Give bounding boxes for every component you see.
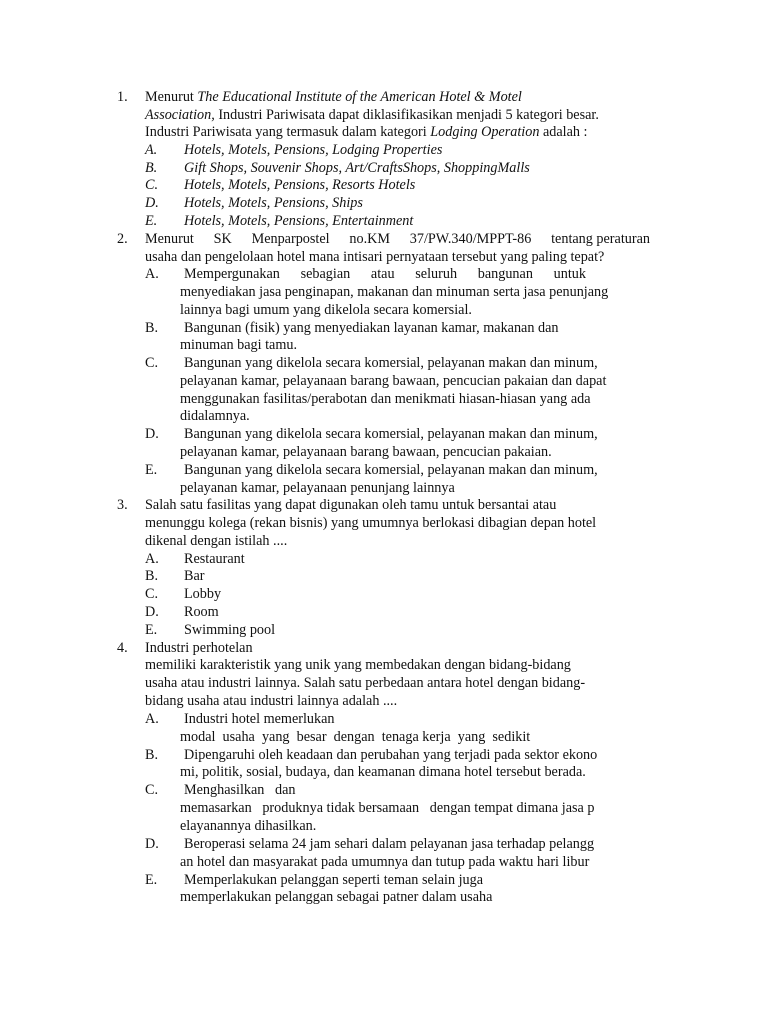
option-letter: C. — [145, 782, 159, 798]
option-continuation: elayanannya dihasilkan. — [180, 818, 317, 834]
option-continuation: lainnya bagi umum yang dikelola secara komersial. — [180, 302, 472, 318]
question-number: 2. — [117, 231, 128, 247]
option-continuation: menggunakan fasilitas/perabotan dan menikmati hiasan-hiasan yang ada — [180, 391, 591, 407]
question-stem-line: usaha dan pengelolaan hotel mana intisari pernyataan tersebut yang paling tepat? — [145, 249, 605, 265]
option-letter: A. — [145, 711, 159, 727]
option-continuation: memasarkan produknya tidak bersamaan dengan tempat dimana jasa p — [180, 800, 595, 816]
option-letter: C. — [145, 177, 159, 193]
stem-word: Menurut — [145, 231, 194, 247]
question-stem-line — [145, 231, 650, 249]
option-word: Mempergunakan — [184, 266, 280, 282]
question-stem-line — [145, 124, 587, 142]
option-text: Gift Shops, Souvenir Shops, Art/CraftsShops, ShoppingMalls — [184, 160, 530, 176]
option-word: atau — [370, 266, 395, 282]
question-stem-line: memiliki karakteristik yang unik yang membedakan dengan bidang-bidang — [145, 657, 571, 673]
option-letter: D. — [145, 604, 159, 620]
option-text: Hotels, Motels, Pensions, Lodging Properties — [184, 142, 443, 158]
question-number: 3. — [117, 497, 128, 513]
question-stem-line: dikenal dengan istilah .... — [145, 533, 288, 549]
option-word: untuk — [553, 266, 586, 282]
question-stem-line: Salah satu fasilitas yang dapat digunakan oleh tamu untuk bersantai atau — [145, 497, 557, 513]
option-letter: A. — [145, 551, 159, 567]
option-text: Bangunan yang dikelola secara komersial, pelayanan makan dan minum, — [184, 355, 598, 371]
option-word: sebagian — [300, 266, 351, 282]
option-continuation: memperlakukan pelanggan sebagai patner dalam usaha — [180, 889, 493, 905]
option-text: Beroperasi selama 24 jam sehari dalam pelayanan jasa terhadap pelangg — [184, 836, 595, 852]
option-letter: A. — [145, 142, 158, 158]
option-text: Bangunan (fisik) yang menyediakan layanan kamar, makanan dan — [184, 320, 559, 336]
stem-text: Industri Pariwisata dapat diklasifikasikan menjadi 5 kategori besar. — [214, 107, 599, 123]
option-continuation: mi, politik, sosial, budaya, dan keamanan dimana hotel tersebut berada. — [180, 764, 586, 780]
question-stem-line: bidang usaha atau industri lainnya adalah .... — [145, 693, 398, 709]
question-stem-line: Industri perhotelan — [145, 640, 253, 656]
option-text: Hotels, Motels, Pensions, Entertainment — [184, 213, 414, 229]
option-text: Bar — [184, 568, 205, 584]
option-text: Bangunan yang dikelola secara komersial, pelayanan makan dan minum, — [184, 462, 598, 478]
option-letter: E. — [145, 622, 158, 638]
stem-word: tentang peraturan — [551, 231, 650, 247]
option-word: seluruh — [415, 266, 458, 282]
option-letter: C. — [145, 355, 159, 371]
stem-word: Menparpostel — [251, 231, 330, 247]
stem-italic-text: Association, — [145, 107, 215, 123]
option-continuation: minuman bagi tamu. — [180, 337, 298, 353]
option-continuation: an hotel dan masyarakat pada umumnya dan tutup pada waktu hari libur — [180, 854, 590, 870]
stem-word: 37/PW.340/MPPT-86 — [409, 231, 532, 247]
option-text: Memperlakukan pelanggan seperti teman selain juga — [184, 872, 484, 888]
option-letter: D. — [145, 836, 159, 852]
option-letter: B. — [145, 320, 159, 336]
option-text: Lobby — [184, 586, 222, 602]
stem-text: Menurut — [145, 89, 198, 105]
option-letter: E. — [145, 462, 158, 478]
question-number: 1. — [117, 89, 128, 105]
option-letter: A. — [145, 266, 159, 282]
option-text: Industri hotel memerlukan — [184, 711, 335, 727]
option-letter: B. — [145, 747, 159, 763]
option-letter: B. — [145, 160, 158, 176]
option-text: Swimming pool — [184, 622, 276, 638]
option-letter: C. — [145, 586, 159, 602]
option-text: Hotels, Motels, Pensions, Ships — [184, 195, 363, 211]
option-continuation: pelayanan kamar, pelayanaan penunjang lainnya — [180, 480, 455, 496]
question-stem-line: usaha atau industri lainnya. Salah satu perbedaan antara hotel dengan bidang- — [145, 675, 586, 691]
option-continuation: modal usaha yang besar dengan tenaga kerja yang sedikit — [180, 729, 531, 745]
stem-text: adalah : — [539, 124, 588, 140]
option-continuation: pelayanan kamar, pelayanaan barang bawaan, pencucian pakaian. — [180, 444, 552, 460]
option-word: bangunan — [477, 266, 533, 282]
option-text: Hotels, Motels, Pensions, Resorts Hotels — [184, 177, 416, 193]
option-letter: B. — [145, 568, 159, 584]
stem-word: no.KM — [349, 231, 390, 247]
stem-italic-text: The Educational Institute of the American Hotel & Motel — [197, 89, 522, 105]
option-text: Dipengaruhi oleh keadaan dan perubahan yang terjadi pada sektor ekono — [184, 747, 598, 763]
option-text: Restaurant — [184, 551, 245, 567]
question-stem-line — [145, 107, 599, 125]
question-number: 4. — [117, 640, 128, 656]
option-text: Room — [184, 604, 219, 620]
stem-word: SK — [213, 231, 232, 247]
option-text: Bangunan yang dikelola secara komersial, pelayanan makan dan minum, — [184, 426, 598, 442]
option-letter: D. — [145, 195, 159, 211]
stem-text: Industri Pariwisata yang termasuk dalam kategori — [145, 124, 431, 140]
stem-italic-text: Lodging Operation — [430, 124, 540, 140]
option-continuation: menyediakan jasa penginapan, makanan dan minuman serta jasa penunjang — [180, 284, 609, 300]
option-letter: D. — [145, 426, 159, 442]
question-stem-line — [145, 89, 522, 107]
option-continuation: pelayanan kamar, pelayanaan barang bawaan, pencucian pakaian dan dapat — [180, 373, 607, 389]
option-continuation: didalamnya. — [180, 408, 250, 424]
option-letter: E. — [145, 213, 158, 229]
option-letter: E. — [145, 872, 158, 888]
option-text — [184, 266, 586, 284]
option-text: Menghasilkan dan — [184, 782, 296, 798]
question-stem-line: menunggu kolega (rekan bisnis) yang umumnya berlokasi dibagian depan hotel — [145, 515, 597, 531]
